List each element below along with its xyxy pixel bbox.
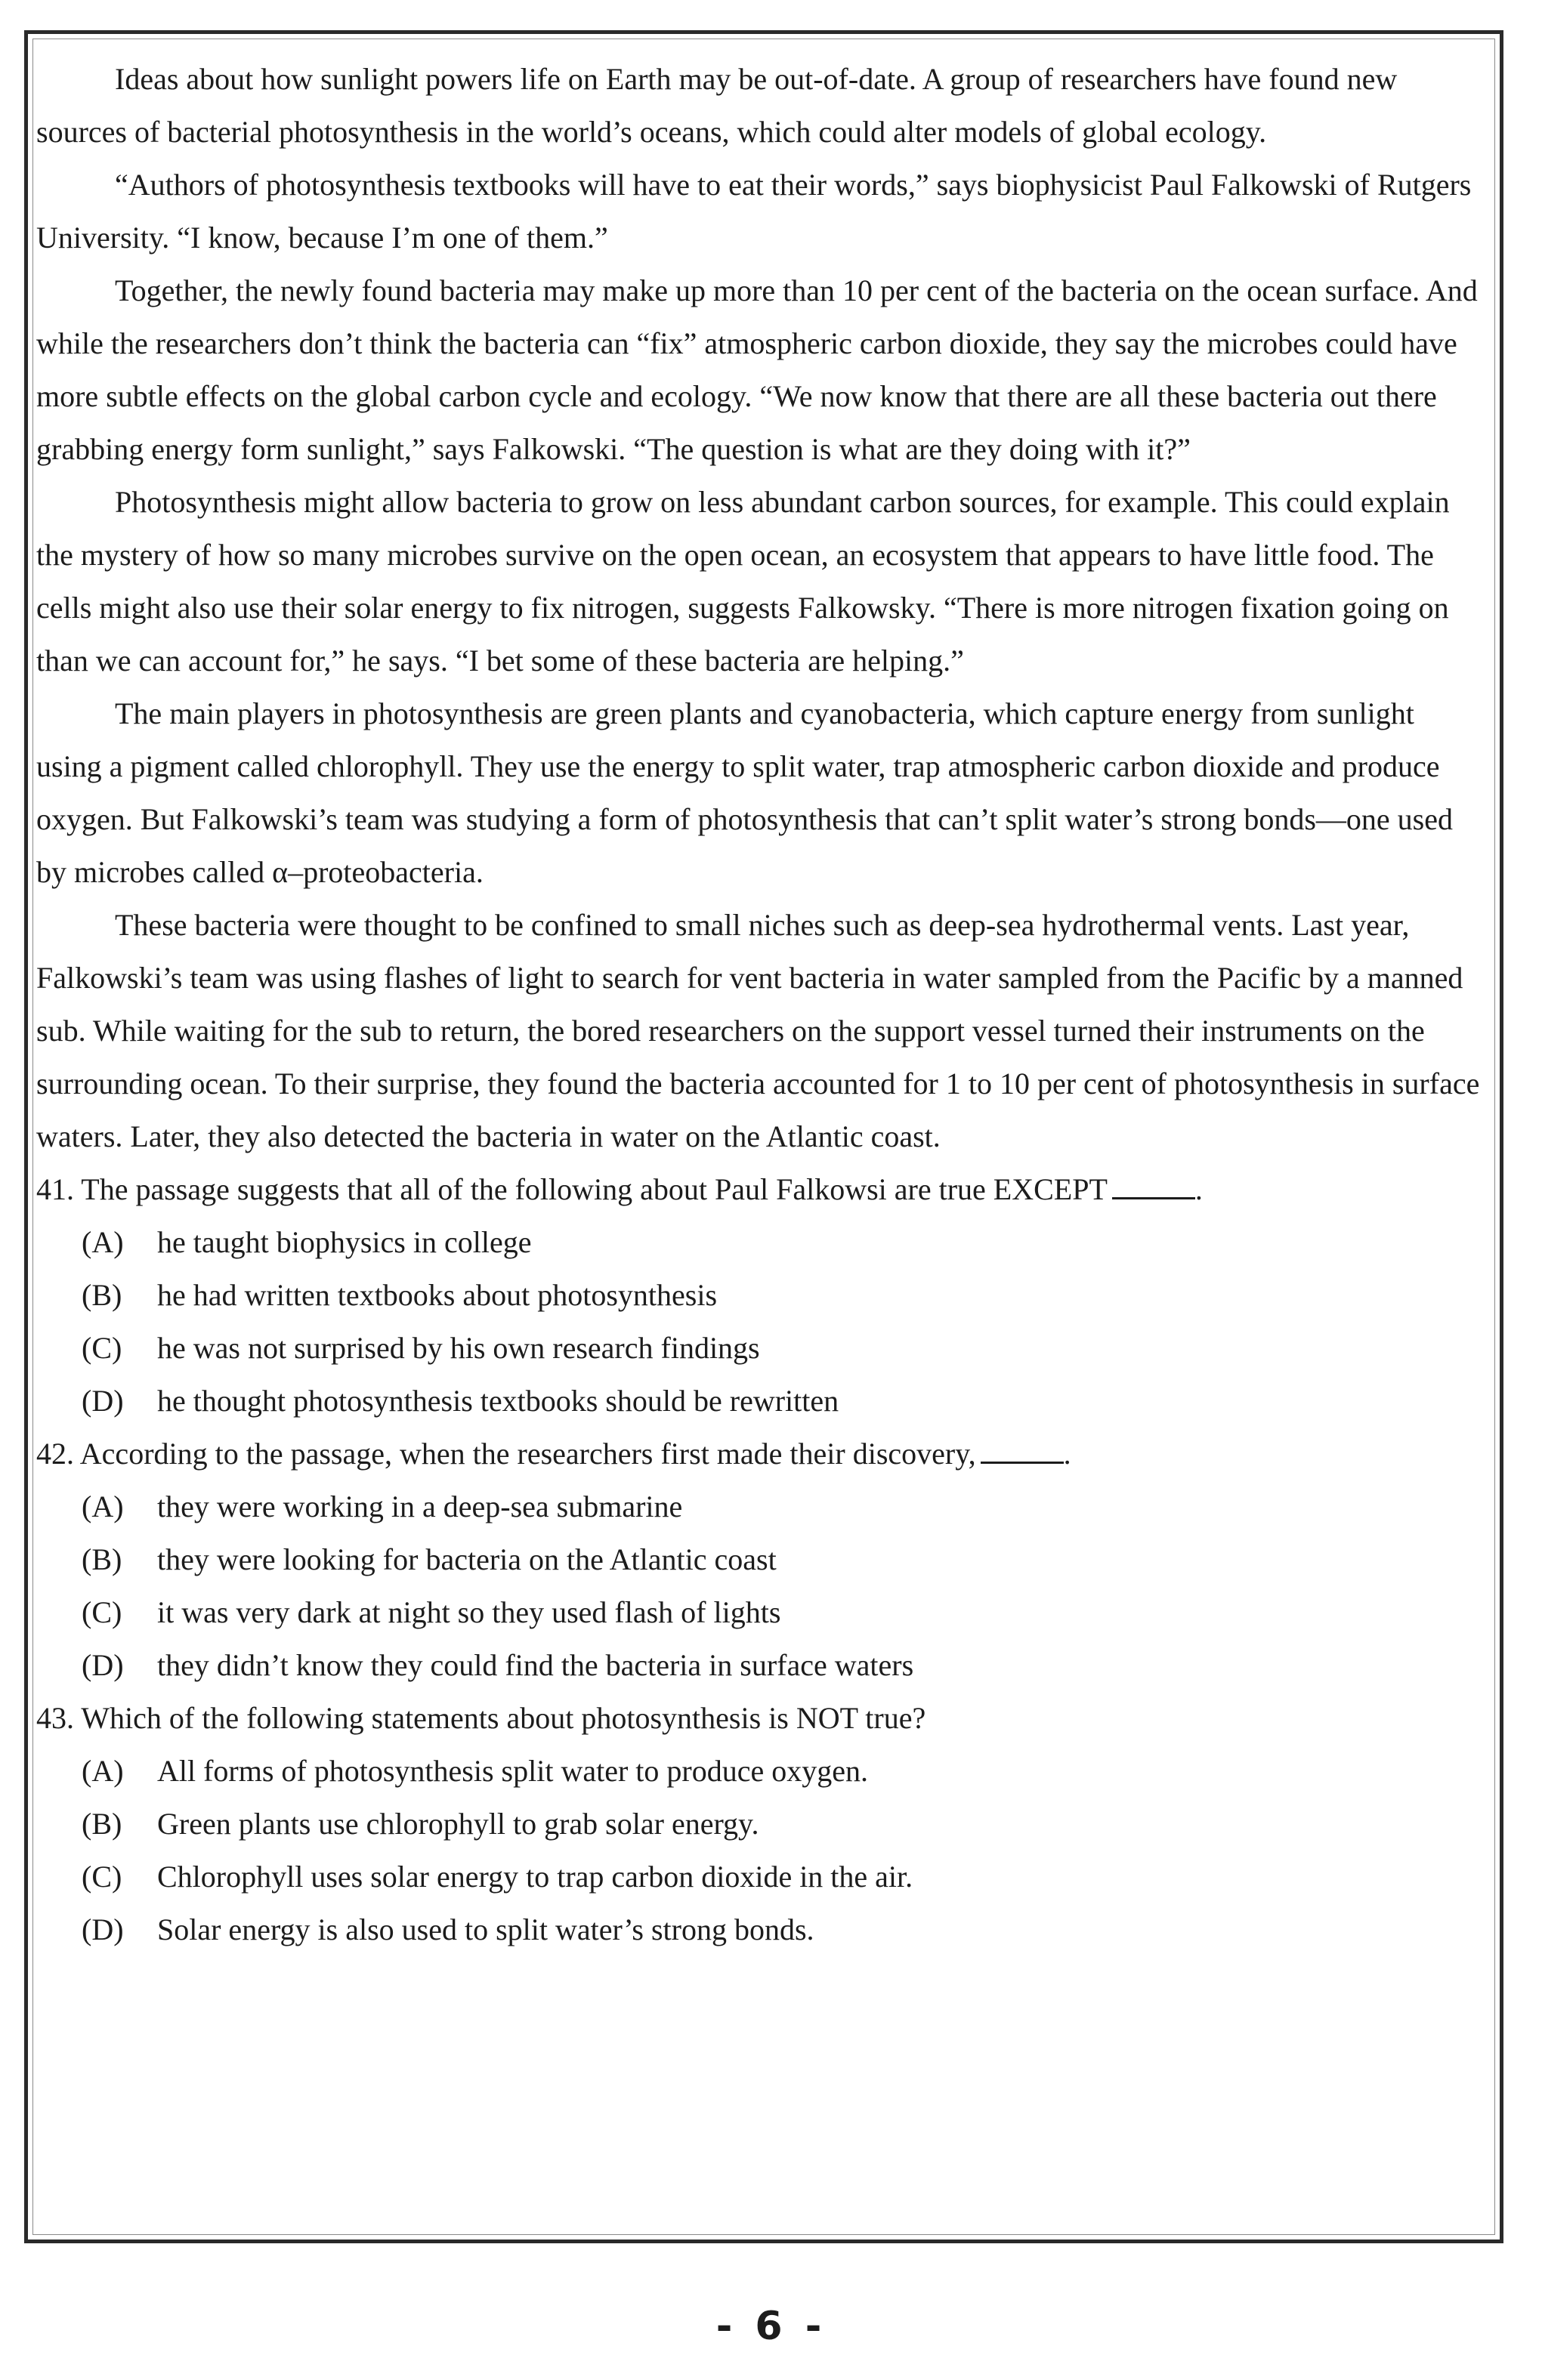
question-stem — [36, 1163, 1487, 1216]
passage-paragraph: These bacteria were thought to be confined to small niches such as deep-sea hydrothermal vents. Last year, Falkowski’s team was using flashes of light to search for vent bacteria in water sampled from the Pacific by a manned sub. While waiting for the sub to return, the bored researchers on the support vessel turned their instruments on the surrounding ocean. To their surprise, they found the bacteria accounted for 1 to 10 per cent of photosynthesis in surface waters. Later, they also detected the bacteria in water on the Atlantic coast. — [36, 908, 1480, 1153]
answer-option[interactable] — [36, 1903, 1487, 1956]
option-letter: (B) — [82, 1542, 122, 1576]
reading-passage — [36, 53, 1487, 1163]
question-42 — [36, 1428, 1487, 1692]
option-text: they were working in a deep-sea submarine — [157, 1489, 683, 1523]
answer-option[interactable] — [36, 1322, 1487, 1375]
question-stem-end: . — [1194, 1172, 1203, 1206]
option-text: All forms of photosynthesis split water to produce oxygen. — [157, 1754, 868, 1788]
option-text: they didn’t know they could find the bacteria in surface waters — [157, 1648, 914, 1682]
option-letter: (C) — [82, 1595, 122, 1629]
option-text: Chlorophyll uses solar energy to trap carbon dioxide in the air. — [157, 1860, 913, 1894]
answer-option[interactable] — [36, 1745, 1487, 1798]
question-stem-text: 42. According to the passage, when the researchers first made their discovery, — [36, 1437, 976, 1471]
question-41 — [36, 1163, 1487, 1428]
answer-blank — [981, 1431, 1064, 1464]
option-letter: (D) — [82, 1912, 124, 1946]
option-letter: (A) — [82, 1489, 124, 1523]
option-letter: (C) — [82, 1331, 122, 1365]
exam-content — [36, 53, 1487, 1956]
option-letter: (B) — [82, 1807, 122, 1841]
option-text: Solar energy is also used to split water’s strong bonds. — [157, 1912, 814, 1946]
option-letter: (C) — [82, 1860, 122, 1894]
answer-options — [36, 1745, 1487, 1956]
option-text: he was not surprised by his own research findings — [157, 1331, 760, 1365]
question-stem-end: . — [1063, 1437, 1071, 1471]
option-letter: (A) — [82, 1754, 124, 1788]
passage-paragraph: Together, the newly found bacteria may make up more than 10 per cent of the bacteria on the ocean surface. And while the researchers don’t think the bacteria can “fix” atmospheric carbon dioxide, they say the microbes could have more subtle effects on the global carbon cycle and ecology. “We now know that there are all these bacteria out there grabbing energy form sunlight,” says Falkowski. “The question is what are they doing with it?” — [36, 273, 1478, 466]
answer-options — [36, 1216, 1487, 1428]
answer-option[interactable] — [36, 1269, 1487, 1322]
passage-paragraph: The main players in photosynthesis are green plants and cyanobacteria, which capture energy from sunlight using a pigment called chlorophyll. They use the energy to split water, trap atmospheric carbon dioxide and produce oxygen. But Falkowski’s team was studying a form of photosynthesis that can’t split water’s strong bonds—one used by microbes called α–proteobacteria. — [36, 696, 1453, 889]
option-letter: (B) — [82, 1278, 122, 1312]
answer-blank — [1112, 1167, 1195, 1199]
option-text: he thought photosynthesis textbooks should be rewritten — [157, 1384, 839, 1418]
question-43 — [36, 1692, 1487, 1956]
answer-option[interactable] — [36, 1586, 1487, 1639]
option-letter: (D) — [82, 1384, 124, 1418]
option-text: they were looking for bacteria on the Atlantic coast — [157, 1542, 777, 1576]
option-text: Green plants use chlorophyll to grab solar energy. — [157, 1807, 759, 1841]
answer-option[interactable] — [36, 1851, 1487, 1903]
answer-option[interactable] — [36, 1639, 1487, 1692]
answer-option[interactable] — [36, 1480, 1487, 1533]
option-text: he taught biophysics in college — [157, 1225, 532, 1259]
answer-option[interactable] — [36, 1216, 1487, 1269]
question-stem — [36, 1428, 1487, 1480]
passage-paragraph: Photosynthesis might allow bacteria to grow on less abundant carbon sources, for example. This could explain the mystery of how so many microbes survive on the open ocean, an ecosystem that appears to have little food. The cells might also use their solar energy to fix nitrogen, suggests Falkowsky. “There is more nitrogen fixation going on than we can account for,” he says. “I bet some of these bacteria are helping.” — [36, 485, 1450, 678]
answer-option[interactable] — [36, 1375, 1487, 1428]
question-stem-text: 41. The passage suggests that all of the following about Paul Falkowsi are true EXCEPT — [36, 1172, 1108, 1206]
option-text: it was very dark at night so they used flash of lights — [157, 1595, 781, 1629]
passage-paragraph: Ideas about how sunlight powers life on Earth may be out-of-date. A group of researchers have found new sources of bacterial photosynthesis in the world’s oceans, which could alter models of global ecology. — [36, 62, 1398, 149]
question-stem — [36, 1692, 1487, 1745]
answer-options — [36, 1480, 1487, 1692]
answer-option[interactable] — [36, 1533, 1487, 1586]
page-number: - 6 - — [715, 2304, 827, 2349]
option-text: he had written textbooks about photosynthesis — [157, 1278, 718, 1312]
question-stem-text: 43. Which of the following statements about photosynthesis is NOT true? — [36, 1701, 926, 1735]
option-letter: (D) — [82, 1648, 124, 1682]
passage-paragraph: “Authors of photosynthesis textbooks will have to eat their words,” says biophysicist Paul Falkowski of Rutgers University. “I know, because I’m one of them.” — [36, 168, 1472, 255]
option-letter: (A) — [82, 1225, 124, 1259]
answer-option[interactable] — [36, 1798, 1487, 1851]
